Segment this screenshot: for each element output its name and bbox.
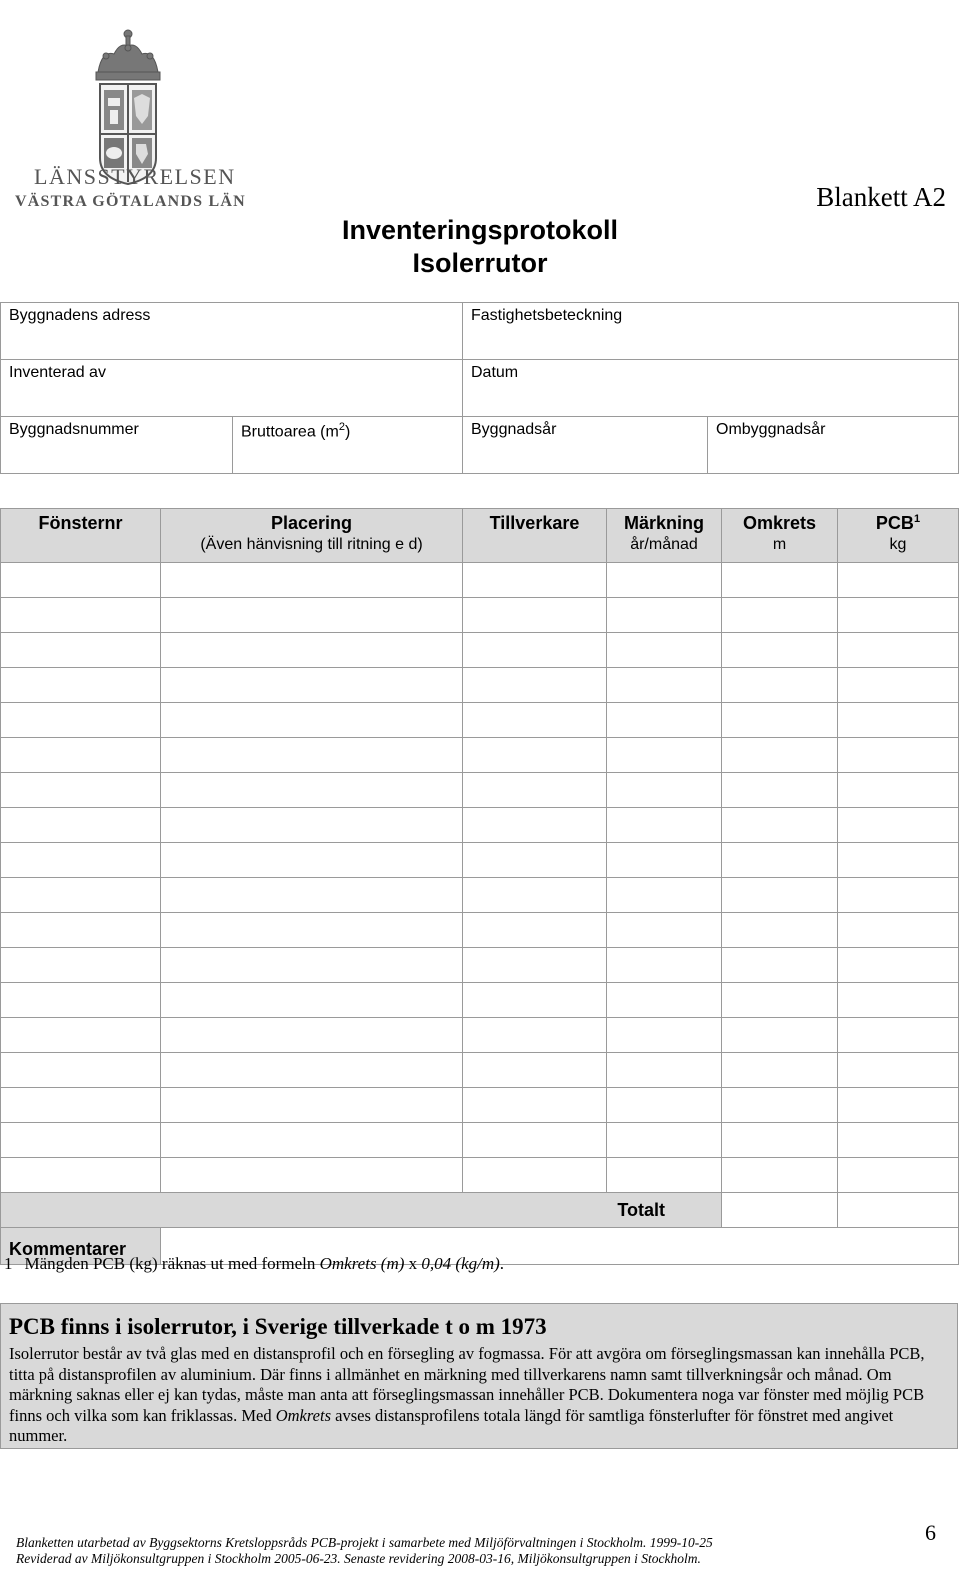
manufacturer-cell[interactable] [463, 1053, 607, 1088]
placement-cell[interactable] [161, 563, 463, 598]
manufacturer-cell[interactable] [463, 948, 607, 983]
pcb-cell[interactable] [838, 1088, 959, 1123]
logo-text-region: VÄSTRA GÖTALANDS LÄN [15, 193, 246, 210]
placement-cell[interactable] [161, 1053, 463, 1088]
perimeter-cell[interactable] [722, 913, 838, 948]
window-number-cell[interactable] [1, 878, 161, 913]
title-line-2: Isolerrutor [412, 248, 548, 278]
perimeter-cell[interactable] [722, 1088, 838, 1123]
manufacturer-cell[interactable] [463, 1088, 607, 1123]
column-pcb-label: PCB [875, 513, 914, 533]
marking-cell[interactable] [607, 948, 722, 983]
pcb-cell[interactable] [838, 1053, 959, 1088]
marking-cell[interactable] [607, 598, 722, 633]
marking-cell[interactable] [607, 843, 722, 878]
title-line-1: Inventeringsprotokoll [341, 215, 619, 245]
manufacturer-cell[interactable] [463, 773, 607, 808]
window-number-cell[interactable] [1, 808, 161, 843]
window-number-cell[interactable] [1, 773, 161, 808]
building-info-table [0, 302, 959, 474]
window-number-cell[interactable] [1, 703, 161, 738]
marking-cell[interactable] [607, 1053, 722, 1088]
perimeter-cell[interactable] [722, 948, 838, 983]
pcb-info-text [9, 1344, 949, 1447]
manufacturer-cell[interactable] [463, 983, 607, 1018]
pcb-cell[interactable] [838, 703, 959, 738]
pcb-cell[interactable] [838, 983, 959, 1018]
column-header-placement [161, 509, 463, 563]
totals-label: Totalt [1, 1193, 722, 1228]
marking-cell[interactable] [607, 1123, 722, 1158]
window-number-cell[interactable] [1, 1088, 161, 1123]
building-number-field[interactable] [1, 417, 233, 474]
manufacturer-cell[interactable] [463, 913, 607, 948]
pcb-cell[interactable] [838, 1018, 959, 1053]
pcb-cell[interactable] [838, 913, 959, 948]
placement-cell[interactable] [161, 738, 463, 773]
marking-cell[interactable] [607, 738, 722, 773]
marking-cell[interactable] [607, 1018, 722, 1053]
table-row [1, 598, 959, 633]
gross-area-label: Bruttoarea (m [241, 423, 339, 441]
form-identifier: Blankett A2 [816, 182, 946, 212]
table-row [1, 668, 959, 703]
pcb-cell[interactable] [838, 808, 959, 843]
pcb-info-box [0, 1303, 958, 1449]
manufacturer-cell[interactable] [463, 808, 607, 843]
totals-row [1, 1193, 959, 1228]
perimeter-cell[interactable] [722, 738, 838, 773]
marking-cell[interactable] [607, 773, 722, 808]
column-marking-label: Märkning [623, 513, 704, 533]
perimeter-cell[interactable] [722, 808, 838, 843]
placement-cell[interactable] [161, 633, 463, 668]
table-row [1, 913, 959, 948]
inventoried-by-label: Inventerad av [9, 364, 106, 381]
column-header-pcb [838, 509, 959, 563]
pcb-cell[interactable] [838, 878, 959, 913]
footer-line-1: Blanketten utarbetad av Byggsektorns Kretsloppsråds PCB-projekt i samarbete med Miljöförvaltningen i Stockholm. 1999-10-25 [16, 1535, 713, 1550]
table-row [1, 633, 959, 668]
perimeter-cell[interactable] [722, 843, 838, 878]
gross-area-sup: 2 [338, 421, 345, 433]
column-placement-label: Placering [270, 513, 353, 533]
building-number-label: Byggnadsnummer [9, 421, 139, 438]
perimeter-cell[interactable] [722, 1018, 838, 1053]
window-inventory-table [0, 508, 959, 1265]
placement-cell[interactable] [161, 948, 463, 983]
table-row [1, 1053, 959, 1088]
window-number-cell[interactable] [1, 1018, 161, 1053]
window-number-cell[interactable] [1, 983, 161, 1018]
table-row [1, 878, 959, 913]
manufacturer-cell[interactable] [463, 1018, 607, 1053]
table-row [1, 1088, 959, 1123]
column-header-marking [607, 509, 722, 563]
total-pcb-cell[interactable] [838, 1193, 959, 1228]
gross-area-close: ) [344, 423, 351, 441]
placement-cell[interactable] [161, 808, 463, 843]
column-header-perimeter [722, 509, 838, 563]
placement-cell[interactable] [161, 1123, 463, 1158]
marking-cell[interactable] [607, 1088, 722, 1123]
column-marking-sub: år/månad [630, 536, 698, 553]
table-row [1, 948, 959, 983]
marking-cell[interactable] [607, 1158, 722, 1193]
footnote-formula-a: Omkrets (m) [319, 1254, 405, 1273]
perimeter-cell[interactable] [722, 668, 838, 703]
window-number-cell[interactable] [1, 668, 161, 703]
pcb-cell[interactable] [838, 1158, 959, 1193]
pcb-info-text-italic: Omkrets [275, 1405, 332, 1425]
table-row [1, 843, 959, 878]
page-number: 6 [925, 1520, 936, 1545]
perimeter-cell[interactable] [722, 598, 838, 633]
pcb-cell[interactable] [838, 633, 959, 668]
manufacturer-cell[interactable] [463, 633, 607, 668]
gross-area-field[interactable] [233, 417, 463, 474]
perimeter-cell[interactable] [722, 1123, 838, 1158]
marking-cell[interactable] [607, 668, 722, 703]
placement-cell[interactable] [161, 843, 463, 878]
pcb-cell[interactable] [838, 773, 959, 808]
manufacturer-cell[interactable] [463, 598, 607, 633]
column-manufacturer-label: Tillverkare [489, 513, 580, 533]
comments-label: Kommentarer [1, 1228, 161, 1265]
manufacturer-cell[interactable] [463, 843, 607, 878]
footnote-multiply: x [408, 1254, 418, 1273]
perimeter-cell[interactable] [722, 983, 838, 1018]
table-row [1, 1018, 959, 1053]
window-number-cell[interactable] [1, 738, 161, 773]
column-pcb-footnote-ref: 1 [913, 513, 921, 525]
window-number-cell[interactable] [1, 633, 161, 668]
table-row [1, 1158, 959, 1193]
pcb-cell[interactable] [838, 948, 959, 983]
column-header-window-number [1, 509, 161, 563]
pcb-cell[interactable] [838, 1123, 959, 1158]
footnote-number: 1 [4, 1254, 13, 1273]
manufacturer-cell[interactable] [463, 668, 607, 703]
manufacturer-cell[interactable] [463, 878, 607, 913]
page-title [330, 214, 630, 280]
perimeter-cell[interactable] [722, 1158, 838, 1193]
window-number-cell[interactable] [1, 1158, 161, 1193]
placement-cell[interactable] [161, 983, 463, 1018]
pcb-cell[interactable] [838, 668, 959, 703]
table-row [1, 1123, 959, 1158]
property-label: Fastighetsbeteckning [471, 307, 623, 324]
pcb-info-text-1: Isolerrutor består av två glas med en distansprofil och en försegling av fogmassa. För att avgöra om förseglingsmassan kan innehålla PCB, titta på distansprofilen av aluminium. Där finns i allmänhet en märkning med tillverkarens namn samt tillverkningsår och månad. Om märkning saknas eller ej kan tydas, måste man anta att förseglingsmassan innehåller PCB. Dokumentera noga var fönster med möjlig PCB finns och vilka som kan friklassas. Med [9, 1344, 925, 1425]
table-row [1, 983, 959, 1018]
window-number-cell[interactable] [1, 563, 161, 598]
marking-cell[interactable] [607, 913, 722, 948]
table-row [1, 808, 959, 843]
placement-cell[interactable] [161, 913, 463, 948]
inventoried-by-field[interactable] [1, 360, 463, 417]
marking-cell[interactable] [607, 563, 722, 598]
building-year-label: Byggnadsår [471, 421, 557, 438]
footnote-end: . [499, 1254, 505, 1273]
window-number-cell[interactable] [1, 1053, 161, 1088]
address-field[interactable] [1, 303, 463, 360]
manufacturer-cell[interactable] [463, 1123, 607, 1158]
perimeter-cell[interactable] [722, 1053, 838, 1088]
pcb-info-heading: PCB finns i isolerrutor, i Sverige tillverkade t o m 1973 [9, 1314, 547, 1339]
perimeter-cell[interactable] [722, 878, 838, 913]
pcb-cell[interactable] [838, 843, 959, 878]
marking-cell[interactable] [607, 703, 722, 738]
column-window-number-label: Fönsternr [38, 513, 123, 533]
perimeter-cell[interactable] [722, 563, 838, 598]
marking-cell[interactable] [607, 633, 722, 668]
footnote [4, 1254, 504, 1274]
logo-text-lansstyrelsen: LÄNSSTYRELSEN [34, 164, 236, 189]
pcb-cell[interactable] [838, 563, 959, 598]
marking-cell[interactable] [607, 983, 722, 1018]
window-number-cell[interactable] [1, 598, 161, 633]
placement-cell[interactable] [161, 773, 463, 808]
building-year-field[interactable] [463, 417, 708, 474]
table-row [1, 738, 959, 773]
window-number-cell[interactable] [1, 1123, 161, 1158]
column-perimeter-sub: m [772, 536, 787, 553]
window-number-cell[interactable] [1, 843, 161, 878]
window-number-cell[interactable] [1, 913, 161, 948]
property-field[interactable] [463, 303, 959, 360]
manufacturer-cell[interactable] [463, 738, 607, 773]
column-placement-sub: (Även hänvisning till ritning e d) [200, 536, 423, 553]
rebuild-year-field[interactable] [708, 417, 959, 474]
column-perimeter-label: Omkrets [742, 513, 817, 533]
manufacturer-cell[interactable] [463, 1158, 607, 1193]
pcb-cell[interactable] [838, 598, 959, 633]
placement-cell[interactable] [161, 703, 463, 738]
marking-cell[interactable] [607, 808, 722, 843]
column-header-manufacturer [463, 509, 607, 563]
total-perimeter-cell[interactable] [722, 1193, 838, 1228]
window-number-cell[interactable] [1, 948, 161, 983]
pcb-cell[interactable] [838, 738, 959, 773]
placement-cell[interactable] [161, 668, 463, 703]
footnote-formula-b: 0,04 (kg/m) [421, 1254, 500, 1273]
placement-cell[interactable] [161, 878, 463, 913]
pcb-info-text-2: avses distansprofilens totala längd för samtliga fönsterlufter för fönstret med angivet nummer. [9, 1405, 894, 1445]
date-field[interactable] [463, 360, 959, 417]
placement-cell[interactable] [161, 1158, 463, 1193]
manufacturer-cell[interactable] [463, 563, 607, 598]
column-pcb-sub: kg [889, 536, 907, 553]
perimeter-cell[interactable] [722, 703, 838, 738]
perimeter-cell[interactable] [722, 773, 838, 808]
address-label: Byggnadens adress [9, 307, 151, 324]
footer-line-2: Reviderad av Miljökonsultgruppen i Stockholm 2005-06-23. Senaste revidering 2008-03-16, Miljökonsultgruppen i Stockholm. [16, 1551, 701, 1566]
footnote-text: Mängden PCB (kg) räknas ut med formeln [24, 1254, 316, 1273]
rebuild-year-label: Ombyggnadsår [716, 421, 826, 438]
table-row [1, 773, 959, 808]
perimeter-cell[interactable] [722, 633, 838, 668]
manufacturer-cell[interactable] [463, 703, 607, 738]
marking-cell[interactable] [607, 878, 722, 913]
placement-cell[interactable] [161, 1088, 463, 1123]
window-rows [1, 563, 959, 1193]
placement-cell[interactable] [161, 598, 463, 633]
table-row [1, 563, 959, 598]
placement-cell[interactable] [161, 1018, 463, 1053]
table-row [1, 703, 959, 738]
date-label: Datum [471, 364, 519, 381]
